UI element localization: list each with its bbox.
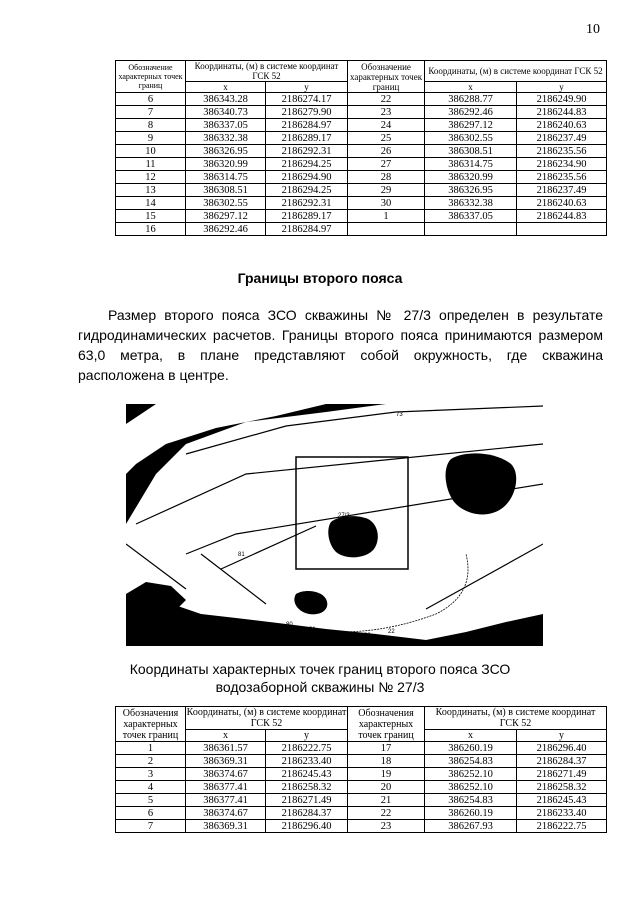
- col-y: y: [266, 82, 348, 93]
- page-number: 10: [586, 22, 600, 37]
- table-cell: 2186294.25: [266, 158, 348, 171]
- table-cell: 386377.41: [186, 781, 266, 794]
- table-cell: 386252.10: [425, 781, 517, 794]
- table-cell: 6: [116, 93, 186, 106]
- table-cell: [425, 223, 517, 236]
- table-cell: 23: [348, 820, 425, 833]
- col-x: x: [186, 82, 266, 93]
- col-coords-label: Координаты, (м) в системе координат ГСК 52: [186, 61, 348, 82]
- table-cell: 22: [348, 807, 425, 820]
- col-coords-label: Координаты, (м) в системе координат ГСК 52: [186, 707, 347, 729]
- table-cell: 2186284.97: [266, 223, 348, 236]
- col-y: y: [517, 82, 607, 93]
- table-cell: 6: [116, 807, 186, 820]
- table-cell: 29: [348, 184, 425, 197]
- coordinates-table-second-belt: [115, 706, 607, 833]
- table-row: [116, 820, 607, 833]
- table-cell: 2186258.32: [517, 781, 607, 794]
- table-cell: 386254.83: [425, 755, 517, 768]
- body-paragraph: Размер второго пояса ЗСО скважины № 27/3 определен в результате гидродинамических расчетов. Границы второго пояса принимаются размером 63,0 метра, в плане представляют собой окружность, где скважина расположена в центре.: [78, 307, 603, 383]
- table-cell: 18: [348, 755, 425, 768]
- table-row: [116, 807, 607, 820]
- table-row: [116, 145, 607, 158]
- col-point-label: Обозначение характерных точек границ: [116, 61, 186, 93]
- map-well-label: 27/3: [338, 513, 350, 519]
- table-cell: 2186233.40: [517, 807, 607, 820]
- table-cell: 2186245.43: [266, 768, 348, 781]
- table-row: [116, 184, 607, 197]
- section-heading: Границы второго пояса: [237, 270, 403, 286]
- table-cell: 2186235.56: [517, 145, 607, 158]
- map-point-label: 93: [448, 463, 455, 469]
- table-cell: 2186292.31: [266, 145, 348, 158]
- col-point-label: Обозначения характерных точек границ: [348, 707, 425, 742]
- table-cell: 16: [116, 223, 186, 236]
- table-cell: 28: [348, 171, 425, 184]
- table-cell: 2186292.31: [266, 197, 348, 210]
- table-cell: 2186294.25: [266, 184, 348, 197]
- table-cell: 386340.73: [186, 106, 266, 119]
- table-cell: 1: [116, 742, 186, 755]
- table-cell: 2186284.97: [266, 119, 348, 132]
- table-cell: 2186271.49: [266, 794, 348, 807]
- table-row: [116, 768, 607, 781]
- table-cell: 386314.75: [425, 158, 517, 171]
- table-cell: 14: [116, 197, 186, 210]
- table-cell: 386302.55: [186, 197, 266, 210]
- map-point-label: 30: [364, 633, 371, 639]
- table-cell: 24: [348, 119, 425, 132]
- table-cell: 386254.83: [425, 794, 517, 807]
- map-point-label: 22: [388, 629, 395, 635]
- table-cell: 1: [348, 210, 425, 223]
- table-cell: 20: [348, 781, 425, 794]
- table-cell: 2186274.17: [266, 93, 348, 106]
- table-cell: 19: [348, 768, 425, 781]
- col-x: x: [425, 82, 517, 93]
- table-cell: 26: [348, 145, 425, 158]
- table-cell: 386260.19: [425, 807, 517, 820]
- table-cell: 386343.28: [186, 93, 266, 106]
- table-cell: 2186245.43: [517, 794, 607, 807]
- table-cell: 386326.95: [425, 184, 517, 197]
- table-cell: 386320.99: [186, 158, 266, 171]
- table-cell: 386297.12: [186, 210, 266, 223]
- col-x: x: [186, 730, 266, 742]
- table-cell: 2186222.75: [266, 742, 348, 755]
- table-cell: 3: [116, 768, 186, 781]
- table-cell: 15: [116, 210, 186, 223]
- table-cell: 2186296.40: [517, 742, 607, 755]
- caption-line: водозаборной скважины № 27/3: [215, 679, 425, 695]
- table-cell: 386292.46: [425, 106, 517, 119]
- table-cell: [348, 223, 425, 236]
- table-row: [116, 223, 607, 236]
- table-cell: 2186294.90: [266, 171, 348, 184]
- map-point-label: 93: [458, 500, 465, 506]
- table-cell: 9: [116, 132, 186, 145]
- table-cell: 2186271.49: [517, 768, 607, 781]
- table-cell: 12: [116, 171, 186, 184]
- table-cell: 13: [116, 184, 186, 197]
- table-cell: 386374.67: [186, 768, 266, 781]
- table-cell: 386308.51: [425, 145, 517, 158]
- map-point-label: 80: [286, 622, 293, 628]
- table-cell: 386252.10: [425, 768, 517, 781]
- table-cell: 386361.57: [186, 742, 266, 755]
- map-point-label: 73: [396, 412, 403, 418]
- table-cell: 2186240.63: [517, 119, 607, 132]
- table-cell: 386332.38: [425, 197, 517, 210]
- table-cell: 7: [116, 106, 186, 119]
- table-cell: 386302.55: [425, 132, 517, 145]
- table-row: [116, 119, 607, 132]
- table-cell: 386297.12: [425, 119, 517, 132]
- table-cell: 386369.31: [186, 820, 266, 833]
- table-cell: 2186237.49: [517, 184, 607, 197]
- table-cell: 386267.93: [425, 820, 517, 833]
- table-cell: 2186235.56: [517, 171, 607, 184]
- table-cell: 17: [348, 742, 425, 755]
- table-cell: 386326.95: [186, 145, 266, 158]
- table-cell: 386337.05: [425, 210, 517, 223]
- table-cell: 386288.77: [425, 93, 517, 106]
- table-row: [116, 171, 607, 184]
- table-row: [116, 781, 607, 794]
- map-point-label: 31: [309, 627, 316, 633]
- table-row: [116, 755, 607, 768]
- table-cell: 27: [348, 158, 425, 171]
- map-point-label: 81: [238, 552, 245, 558]
- table-cell: [517, 223, 607, 236]
- table-cell: 2186240.63: [517, 197, 607, 210]
- col-coords-label: Координаты, (м) в системе координат ГСК 52: [425, 707, 607, 730]
- table-cell: 23: [348, 106, 425, 119]
- col-y: y: [266, 730, 348, 742]
- caption-line: Координаты характерных точек границ второго пояса ЗСО: [129, 661, 511, 677]
- table-row: [116, 93, 607, 106]
- table-row: [116, 106, 607, 119]
- table-cell: 2186237.49: [517, 132, 607, 145]
- table-cell: 386314.75: [186, 171, 266, 184]
- table-cell: 2186222.75: [517, 820, 607, 833]
- col-coords-label: Координаты, (м) в системе координат ГСК 52: [425, 61, 607, 82]
- table-row: [116, 158, 607, 171]
- table-cell: 22: [348, 93, 425, 106]
- table-cell: 2186244.83: [517, 210, 607, 223]
- table-cell: 2186284.37: [517, 755, 607, 768]
- table-cell: 386332.38: [186, 132, 266, 145]
- table-cell: 25: [348, 132, 425, 145]
- table-cell: 8: [116, 119, 186, 132]
- table-cell: 21: [348, 794, 425, 807]
- table-cell: 2186289.17: [266, 132, 348, 145]
- table-cell: 2186289.17: [266, 210, 348, 223]
- coordinates-table-first-belt: [115, 60, 607, 236]
- table-cell: 386369.31: [186, 755, 266, 768]
- table-cell: 386374.67: [186, 807, 266, 820]
- table-cell: 2186258.32: [266, 781, 348, 794]
- col-x: x: [425, 730, 517, 742]
- table-cell: 2186234.90: [517, 158, 607, 171]
- table-cell: 2186249.90: [517, 93, 607, 106]
- table-cell: 2186233.40: [266, 755, 348, 768]
- table-cell: 2186284.37: [266, 807, 348, 820]
- table-row: [116, 794, 607, 807]
- table-row: [116, 197, 607, 210]
- table-cell: 11: [116, 158, 186, 171]
- table-cell: 386377.41: [186, 794, 266, 807]
- table-cell: 5: [116, 794, 186, 807]
- table-row: [116, 742, 607, 755]
- table-cell: 386292.46: [186, 223, 266, 236]
- table-cell: 2186279.90: [266, 106, 348, 119]
- table-cell: 2186244.83: [517, 106, 607, 119]
- table-cell: 386308.51: [186, 184, 266, 197]
- table-cell: 30: [348, 197, 425, 210]
- table-cell: 10: [116, 145, 186, 158]
- table-row: [116, 210, 607, 223]
- table-cell: 386337.05: [186, 119, 266, 132]
- col-point-label: Обозначения характерных точек границ: [116, 707, 186, 742]
- table-caption: [0, 660, 640, 696]
- table-cell: 386320.99: [425, 171, 517, 184]
- map-point-label: 28: [336, 632, 343, 638]
- col-y: y: [517, 730, 607, 742]
- table-cell: 7: [116, 820, 186, 833]
- col-point-label: Обозначение характерных точек границ: [348, 61, 425, 93]
- table-cell: 2: [116, 755, 186, 768]
- table-row: [116, 132, 607, 145]
- table-cell: 2186296.40: [266, 820, 348, 833]
- table-cell: 386260.19: [425, 742, 517, 755]
- site-map: [126, 404, 543, 646]
- table-cell: 4: [116, 781, 186, 794]
